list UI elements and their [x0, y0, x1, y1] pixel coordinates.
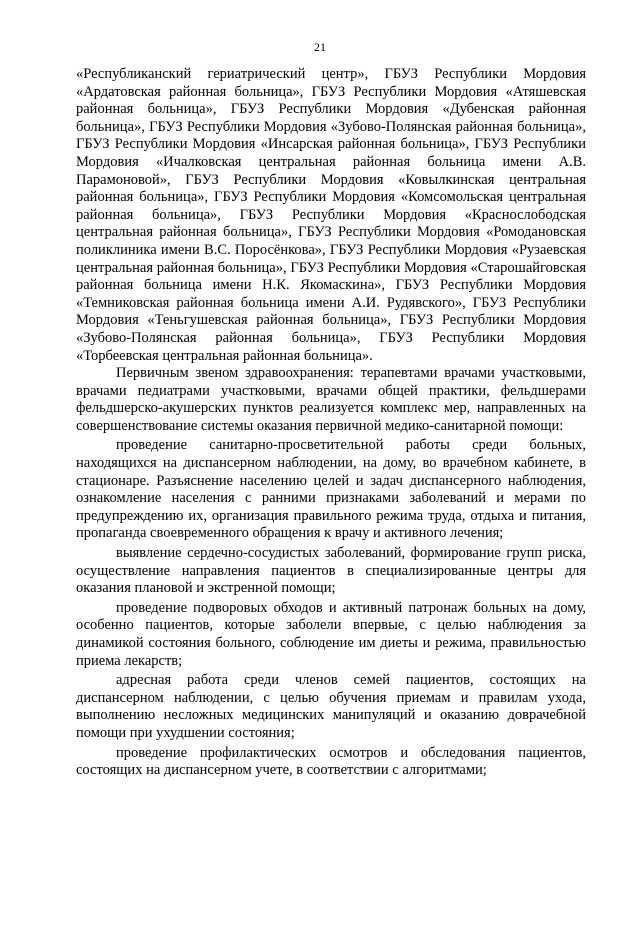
- measure-item-preventive-exams: проведение профилактических осмотров и обследования пациентов, состоящих на диспансерном учете, в соответствии с алгоритмами;: [76, 744, 586, 779]
- measure-item-home-visits: проведение подворовых обходов и активный патронаж больных на дому, особенно пациентов, которые заболели впервые, с целью наблюдения за динамикой состояния больного, соблюдение им диеты и режима, правильностью приема лекарств;: [76, 599, 586, 669]
- primary-care-intro-paragraph: Первичным звеном здравоохранения: терапевтами врачами участковыми, врачами педиатрами участковыми, врачами общей практики, фельдшерами фельдшерско-акушерских пунктов реализуется комплекс мер, направленных на совершенствование системы оказания первичной медико-санитарной помощи:: [76, 365, 586, 434]
- institutions-paragraph: «Республиканский гериатрический центр», ГБУЗ Республики Мордовия «Ардатовская районная больница», ГБУЗ Республики Мордовия «Атяшевская районная больница», ГБУЗ Республики Мордовия «Дубенская районная больница», ГБУЗ Республики Мордовия «Зубово-Полянская районная больница», ГБУЗ Республики Мордовия «Инсарская районная больница», ГБУЗ Республики Мордовия «Ичалковская центральная районная больница имени А.В. Парамоновой», ГБУЗ Республики Мордовия «Ковылкинская центральная районная больница», ГБУЗ Республики Мордовия «Комсомольская центральная районная больница», ГБУЗ Республики Мордовия «Краснослободская центральная районная больница», ГБУЗ Республики Мордовия «Ромодановская поликлиника имени В.С. Поросёнкова», ГБУЗ Республики Мордовия «Рузаевская центральная районная больница», ГБУЗ Республики Мордовия «Старошайговская районная больница имени Н.К. Якомаскина», ГБУЗ Республики Мордовия «Темниковская районная больница имени А.И. Рудявского», ГБУЗ Республики Мордовия «Теньгушевская районная больница», ГБУЗ Республики Мордовия «Зубово-Полянская районная больница», ГБУЗ Республики Мордовия «Торбеевская центральная районная больница».: [76, 66, 586, 364]
- page-number: 21: [314, 40, 326, 54]
- measure-item-cardio-detection: выявление сердечно-сосудистых заболеваний, формирование групп риска, осуществление направления пациентов в специализированные центры для оказания плановой и экстренной помощи;: [76, 545, 586, 597]
- measure-item-family-training: адресная работа среди членов семей пациентов, состоящих на диспансерном наблюдении, с целью обучения приемам и правилам ухода, выполнению несложных медицинских манипуляций и оказанию доврачебной помощи при ухудшении состояния;: [76, 672, 586, 741]
- document-body: [76, 66, 586, 780]
- measure-item-health-education: проведение санитарно-просветительной работы среди больных, находящихся на диспансерном наблюдении, на дому, во врачебном кабинете, в стационаре. Разъяснение населению целей и задач диспансерного наблюдения, ознакомление населения с ранними признаками заболеваний и мерами по предупреждению их, организация правильного режима труда, отдыха и питания, пропаганда своевременного обращения к врачу и активного лечения;: [76, 437, 586, 542]
